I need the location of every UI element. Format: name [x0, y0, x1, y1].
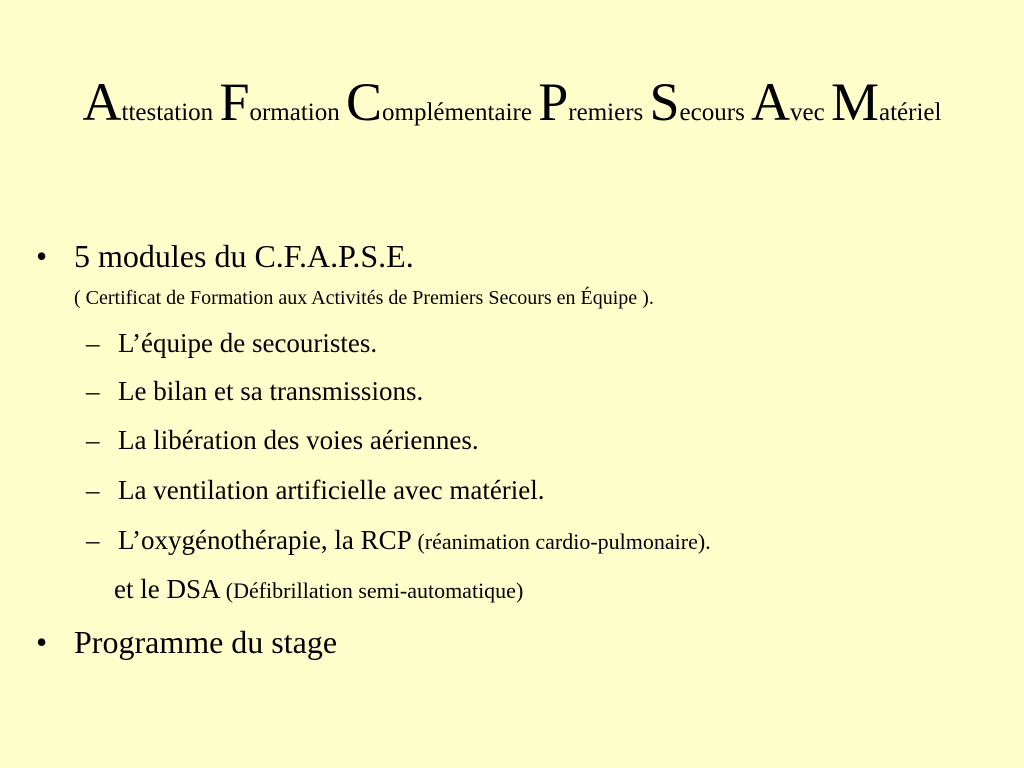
- title-word: Avec: [751, 72, 825, 132]
- dash-mark: –: [86, 376, 100, 406]
- module-continuation: et le DSA (Défibrillation semi-automatique): [114, 574, 524, 604]
- title-word: Matériel: [831, 72, 942, 132]
- dash-mark: –: [86, 425, 100, 455]
- modules-heading: 5 modules du C.F.A.P.S.E.: [74, 238, 414, 274]
- module-item: L’équipe de secouristes.: [118, 328, 378, 358]
- title-word: Premiers: [538, 72, 644, 132]
- slide-title: [0, 72, 1024, 143]
- programme-heading: Programme du stage: [74, 624, 338, 660]
- title-word: Complémentaire: [346, 72, 532, 132]
- bullet-mark: •: [36, 624, 48, 660]
- module-item: La ventilation artificielle avec matériel.: [118, 475, 545, 505]
- dash-mark: –: [86, 328, 100, 358]
- title-word: Secours: [649, 72, 745, 132]
- module-item: Le bilan et sa transmissions.: [118, 376, 424, 406]
- module-item: L’oxygénothérapie, la RCP (réanimation cardio-pulmonaire).: [118, 525, 711, 555]
- rcp-explanation: (réanimation cardio-pulmonaire).: [417, 529, 711, 554]
- title-word: Attestation: [82, 72, 214, 132]
- bullet-mark: •: [36, 238, 48, 274]
- module-item: La libération des voies aériennes.: [118, 425, 479, 455]
- dash-mark: –: [86, 525, 100, 555]
- dash-mark: –: [86, 475, 100, 505]
- cfapse-definition: ( Certificat de Formation aux Activités de Premiers Secours en Équipe ).: [74, 287, 654, 309]
- dsa-explanation: (Défibrillation semi-automatique): [225, 578, 524, 603]
- title-word: Formation: [219, 72, 340, 132]
